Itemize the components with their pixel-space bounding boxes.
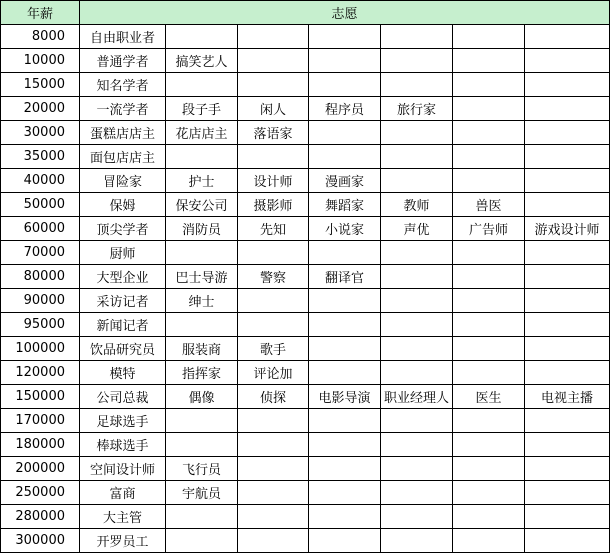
empty-cell (238, 49, 309, 73)
table-row (1, 73, 610, 97)
job-cell: 侦探 (238, 385, 309, 409)
empty-cell (309, 313, 381, 337)
header-row (1, 1, 610, 25)
job-cell: 绅士 (166, 289, 238, 313)
empty-cell (238, 73, 309, 97)
empty-cell (381, 25, 453, 49)
job-cell: 小说家 (309, 217, 381, 241)
job-cell: 广告师 (453, 217, 525, 241)
empty-cell (381, 145, 453, 169)
job-cell: 公司总裁 (80, 385, 166, 409)
job-cell: 飞行员 (166, 457, 238, 481)
job-cell: 棒球选手 (80, 433, 166, 457)
job-cell: 大型企业 (80, 265, 166, 289)
table-row (1, 97, 610, 121)
empty-cell (453, 457, 525, 481)
empty-cell (238, 433, 309, 457)
job-cell: 面包店店主 (80, 145, 166, 169)
empty-cell (381, 73, 453, 97)
empty-cell (381, 49, 453, 73)
empty-cell (309, 433, 381, 457)
empty-cell (525, 409, 610, 433)
empty-cell (525, 73, 610, 97)
empty-cell (166, 409, 238, 433)
empty-cell (453, 169, 525, 193)
empty-cell (166, 25, 238, 49)
empty-cell (525, 265, 610, 289)
empty-cell (166, 505, 238, 529)
empty-cell (166, 73, 238, 97)
job-cell: 警察 (238, 265, 309, 289)
empty-cell (166, 145, 238, 169)
job-cell: 指挥家 (166, 361, 238, 385)
salary-cell: 90000 (1, 289, 80, 313)
empty-cell (453, 313, 525, 337)
empty-cell (381, 505, 453, 529)
empty-cell (525, 169, 610, 193)
table-row (1, 169, 610, 193)
empty-cell (238, 409, 309, 433)
job-cell: 空间设计师 (80, 457, 166, 481)
job-cell: 翻译官 (309, 265, 381, 289)
job-cell: 电影导演 (309, 385, 381, 409)
empty-cell (453, 433, 525, 457)
job-cell: 电视主播 (525, 385, 610, 409)
table-row (1, 121, 610, 145)
job-cell: 足球选手 (80, 409, 166, 433)
job-cell: 冒险家 (80, 169, 166, 193)
empty-cell (309, 481, 381, 505)
job-cell: 医生 (453, 385, 525, 409)
empty-cell (381, 265, 453, 289)
salary-cell: 30000 (1, 121, 80, 145)
job-cell: 段子手 (166, 97, 238, 121)
job-cell: 服装商 (166, 337, 238, 361)
job-cell: 保姆 (80, 193, 166, 217)
table-row (1, 337, 610, 361)
table-row (1, 145, 610, 169)
empty-cell (381, 457, 453, 481)
salary-header: 年薪 (1, 1, 80, 25)
empty-cell (453, 49, 525, 73)
empty-cell (525, 337, 610, 361)
empty-cell (381, 121, 453, 145)
empty-cell (166, 241, 238, 265)
table-row (1, 505, 610, 529)
empty-cell (525, 457, 610, 481)
empty-cell (381, 241, 453, 265)
empty-cell (525, 433, 610, 457)
salary-cell: 200000 (1, 457, 80, 481)
empty-cell (238, 289, 309, 313)
job-cell: 蛋糕店店主 (80, 121, 166, 145)
salary-cell: 15000 (1, 73, 80, 97)
job-cell: 闲人 (238, 97, 309, 121)
table-row (1, 289, 610, 313)
empty-cell (381, 529, 453, 553)
salary-cell: 95000 (1, 313, 80, 337)
empty-cell (309, 457, 381, 481)
table-row (1, 361, 610, 385)
empty-cell (238, 481, 309, 505)
empty-cell (309, 49, 381, 73)
empty-cell (381, 481, 453, 505)
empty-cell (381, 361, 453, 385)
salary-cell: 8000 (1, 25, 80, 49)
job-cell: 采访记者 (80, 289, 166, 313)
empty-cell (238, 241, 309, 265)
salary-cell: 100000 (1, 337, 80, 361)
table-row (1, 193, 610, 217)
table-row (1, 25, 610, 49)
job-cell: 舞蹈家 (309, 193, 381, 217)
empty-cell (525, 49, 610, 73)
empty-cell (453, 481, 525, 505)
table-row (1, 49, 610, 73)
salary-cell: 60000 (1, 217, 80, 241)
empty-cell (381, 169, 453, 193)
table-row (1, 241, 610, 265)
empty-cell (525, 361, 610, 385)
table-row (1, 265, 610, 289)
empty-cell (453, 145, 525, 169)
salary-cell: 170000 (1, 409, 80, 433)
salary-cell: 40000 (1, 169, 80, 193)
job-cell: 搞笑艺人 (166, 49, 238, 73)
empty-cell (453, 121, 525, 145)
salary-cell: 280000 (1, 505, 80, 529)
table-row (1, 409, 610, 433)
salary-cell: 10000 (1, 49, 80, 73)
empty-cell (381, 409, 453, 433)
salary-cell: 70000 (1, 241, 80, 265)
salary-cell: 35000 (1, 145, 80, 169)
empty-cell (238, 145, 309, 169)
empty-cell (453, 337, 525, 361)
empty-cell (381, 313, 453, 337)
empty-cell (525, 289, 610, 313)
job-cell: 一流学者 (80, 97, 166, 121)
job-cell: 新闻记者 (80, 313, 166, 337)
job-cell: 保安公司 (166, 193, 238, 217)
job-cell: 先知 (238, 217, 309, 241)
empty-cell (238, 457, 309, 481)
empty-cell (453, 505, 525, 529)
empty-cell (238, 529, 309, 553)
empty-cell (238, 505, 309, 529)
empty-cell (309, 241, 381, 265)
table-row (1, 313, 610, 337)
empty-cell (453, 73, 525, 97)
table-row (1, 529, 610, 553)
empty-cell (309, 73, 381, 97)
empty-cell (381, 433, 453, 457)
job-cell: 模特 (80, 361, 166, 385)
empty-cell (381, 289, 453, 313)
job-cell: 评论加 (238, 361, 309, 385)
job-cell: 巴士导游 (166, 265, 238, 289)
job-cell: 程序员 (309, 97, 381, 121)
empty-cell (309, 289, 381, 313)
job-cell: 花店店主 (166, 121, 238, 145)
salary-cell: 300000 (1, 529, 80, 553)
empty-cell (309, 121, 381, 145)
empty-cell (525, 529, 610, 553)
table-row (1, 481, 610, 505)
job-cell: 职业经理人 (381, 385, 453, 409)
table-row (1, 217, 610, 241)
job-cell: 偶像 (166, 385, 238, 409)
job-cell: 饮品研究员 (80, 337, 166, 361)
empty-cell (525, 481, 610, 505)
empty-cell (453, 97, 525, 121)
empty-cell (525, 313, 610, 337)
empty-cell (525, 241, 610, 265)
job-cell: 教师 (381, 193, 453, 217)
job-cell: 歌手 (238, 337, 309, 361)
empty-cell (309, 25, 381, 49)
empty-cell (166, 529, 238, 553)
salary-cell: 120000 (1, 361, 80, 385)
empty-cell (309, 145, 381, 169)
job-cell: 知名学者 (80, 73, 166, 97)
job-cell: 宇航员 (166, 481, 238, 505)
empty-cell (453, 25, 525, 49)
empty-cell (525, 193, 610, 217)
salary-cell: 50000 (1, 193, 80, 217)
empty-cell (525, 97, 610, 121)
table-row (1, 433, 610, 457)
job-cell: 摄影师 (238, 193, 309, 217)
jobs-header: 志愿 (80, 1, 610, 25)
job-cell: 自由职业者 (80, 25, 166, 49)
empty-cell (309, 337, 381, 361)
job-cell: 富商 (80, 481, 166, 505)
job-cell: 普通学者 (80, 49, 166, 73)
empty-cell (453, 265, 525, 289)
empty-cell (309, 505, 381, 529)
job-cell: 落语家 (238, 121, 309, 145)
job-cell: 顶尖学者 (80, 217, 166, 241)
empty-cell (453, 361, 525, 385)
empty-cell (525, 121, 610, 145)
job-cell: 设计师 (238, 169, 309, 193)
salary-cell: 80000 (1, 265, 80, 289)
empty-cell (525, 145, 610, 169)
job-cell: 旅行家 (381, 97, 453, 121)
empty-cell (453, 409, 525, 433)
empty-cell (525, 505, 610, 529)
job-cell: 游戏设计师 (525, 217, 610, 241)
job-cell: 护士 (166, 169, 238, 193)
empty-cell (453, 241, 525, 265)
job-cell: 声优 (381, 217, 453, 241)
job-cell: 兽医 (453, 193, 525, 217)
job-cell: 消防员 (166, 217, 238, 241)
table-row (1, 385, 610, 409)
empty-cell (309, 409, 381, 433)
empty-cell (525, 25, 610, 49)
empty-cell (453, 289, 525, 313)
salary-cell: 250000 (1, 481, 80, 505)
table-row (1, 457, 610, 481)
salary-cell: 20000 (1, 97, 80, 121)
empty-cell (238, 313, 309, 337)
empty-cell (238, 25, 309, 49)
empty-cell (166, 313, 238, 337)
empty-cell (166, 433, 238, 457)
empty-cell (453, 529, 525, 553)
job-cell: 漫画家 (309, 169, 381, 193)
job-cell: 开罗员工 (80, 529, 166, 553)
job-cell: 厨师 (80, 241, 166, 265)
empty-cell (309, 361, 381, 385)
empty-cell (381, 337, 453, 361)
job-cell: 大主管 (80, 505, 166, 529)
empty-cell (309, 529, 381, 553)
salary-cell: 180000 (1, 433, 80, 457)
table-body (1, 25, 610, 553)
salary-cell: 150000 (1, 385, 80, 409)
